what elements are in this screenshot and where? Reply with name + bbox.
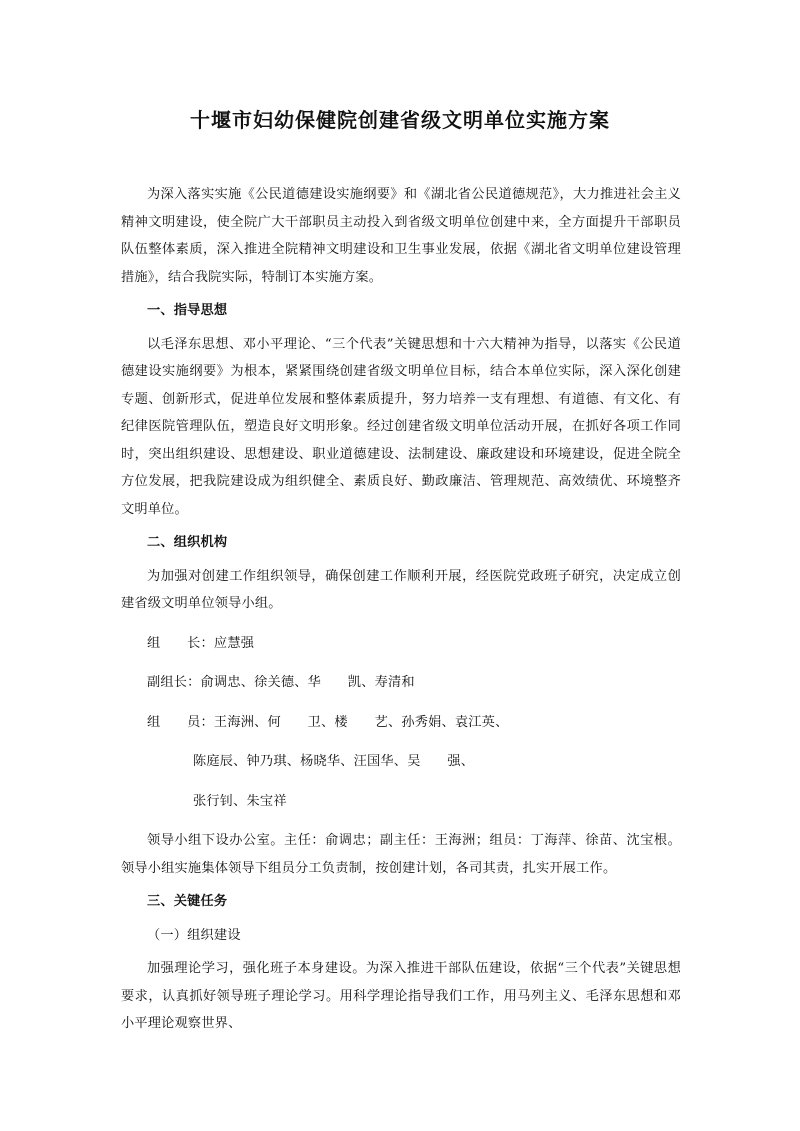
leader-line: 组 长：应慧强 xyxy=(147,635,255,651)
office-paragraph: 领导小组下设办公室。主任：俞调忠；副主任：王海洲；组员：丁海萍、徐苗、沈宝根。领导小组实施集体领导下组员分工负责制，按创建计划，各司其责，扎实开展工作。 xyxy=(121,833,681,876)
section-heading-organization: 二、组织机构 xyxy=(147,535,228,550)
members-line-2: 陈庭辰、钟乃琪、杨晓华、汪国华、吴 强、 xyxy=(193,754,475,769)
deputy-leader-line: 副组长：俞调忠、徐关德、华 凯、寿清和 xyxy=(147,675,415,690)
document-body xyxy=(121,181,681,1038)
members-line-1: 组 员：王海洲、何 卫、楼 艺、孙秀娟、袁江英、 xyxy=(147,714,509,730)
section-heading-guiding-ideology: 一、指导思想 xyxy=(147,303,228,318)
organization-paragraph: 为加强对创建工作组织领导，确保创建工作顺利开展，经医院党政班子研究，决定成立创建省级文明单位领导小组。 xyxy=(121,568,681,611)
guiding-ideology-paragraph: 以毛泽东思想、邓小平理论、“三个代表”关键思想和十六大精神为指导，以落实《公民道德建设实施纲要》为根本，紧紧围绕创建省级文明单位目标，结合本单位实际，深入深化创建专题、创新形式，促进单位发展和整体素质提升，努力培养一支有理想、有道德、有文化、有纪律医院管理队伍，塑造良好文明形象。经过创建省级文明单位活动开展，在抓好各项工作同时，突出组织建设、思想建设、职业道德建设、法制建设、廉政建设和环境建设，促进全院全方位发展，把我院建设成为组织健全、素质良好、勤政廉洁、管理规范、高效绩优、环境整齐文明单位。 xyxy=(121,336,681,517)
members-line-3: 张行钊、朱宝祥 xyxy=(193,793,287,809)
intro-paragraph: 为深入落实实施《公民道德建设实施纲要》和《湖北省公民道德规范》，大力推进社会主义精神文明建设，使全院广大干部职员主动投入到省级文明单位创建中来，全方面提升干部职员队伍整体素质，深入推进全院精神文明建设和卫生事业发展，依据《湖北省文明单位建设管理措施》，结合我院实际，特制订本实施方案。 xyxy=(121,187,681,285)
section-heading-key-tasks: 三、关键任务 xyxy=(147,894,228,909)
document-title: 十堰市妇幼保健院创建省级文明单位实施方案 xyxy=(190,108,610,132)
subsection-heading-organization-building: （一）组织建设 xyxy=(147,927,241,943)
organization-building-paragraph: 加强理论学习，强化班子本身建设。为深入推进干部队伍建设，依据“三个代表”关键思想要求，认真抓好领导班子理论学习。用科学理论指导我们工作，用马列主义、毛泽东思想和邓小平理论观察世界、 xyxy=(121,961,681,1031)
